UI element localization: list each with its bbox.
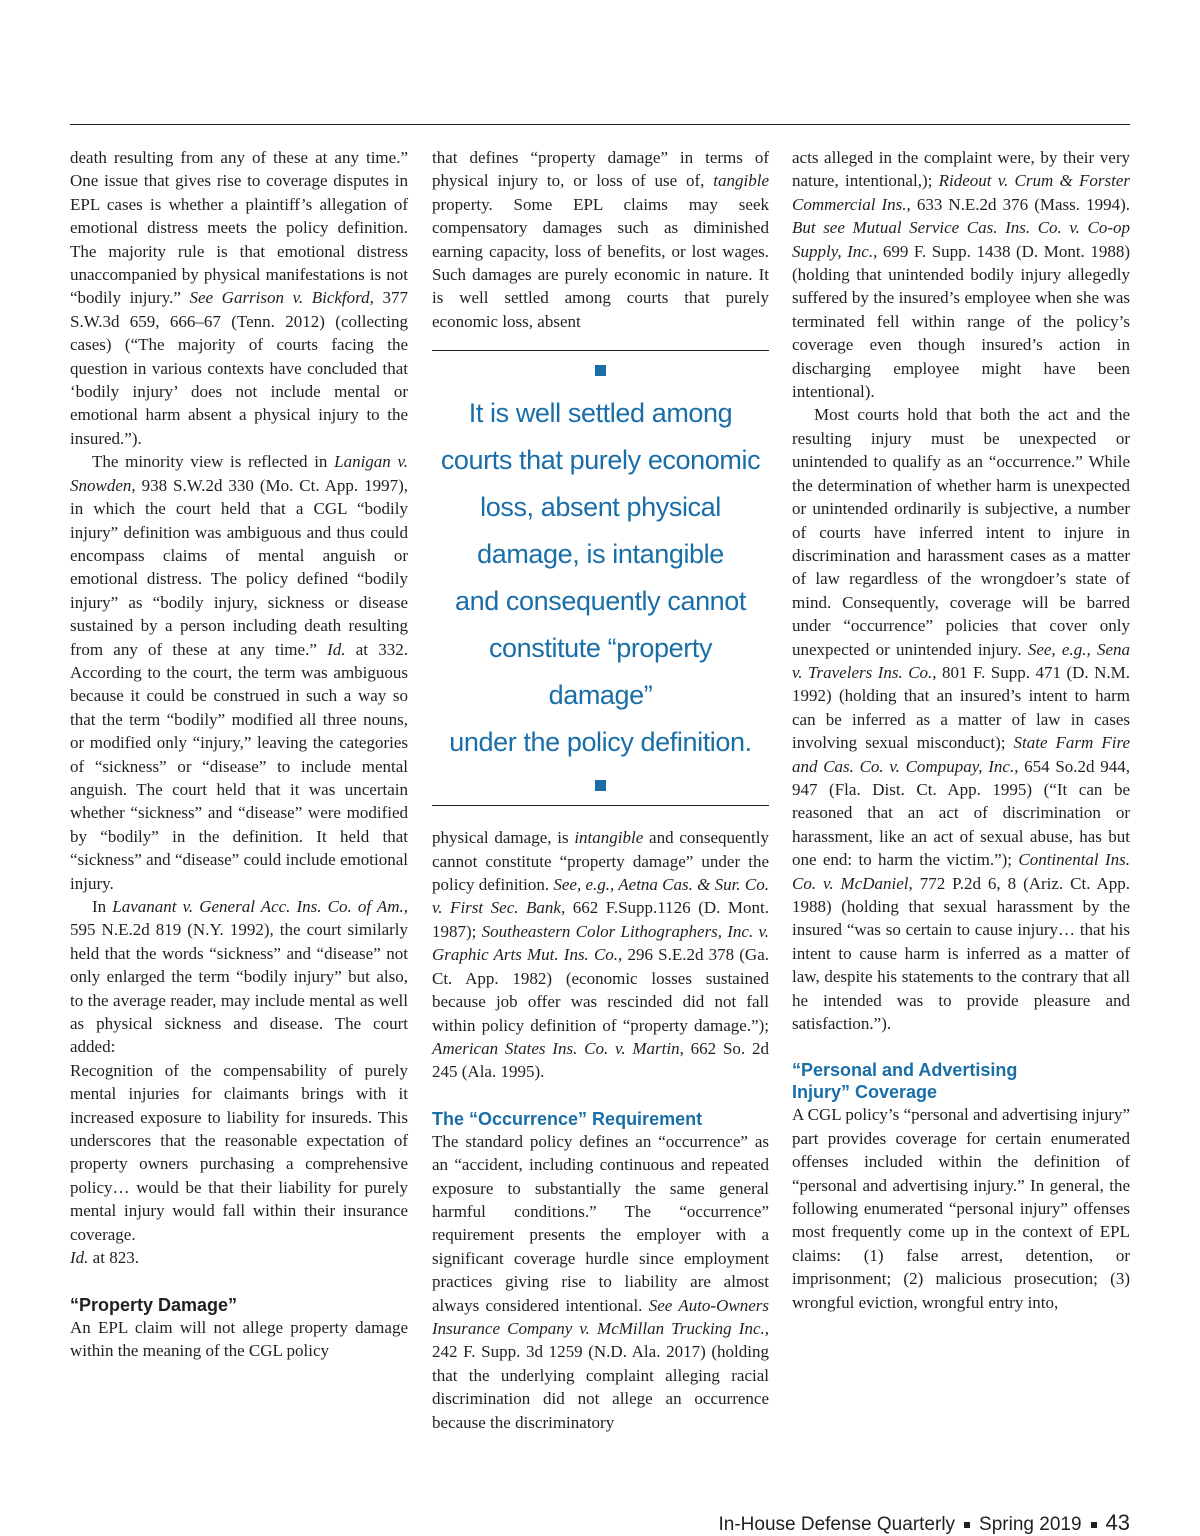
citation: Id. at 823.: [70, 1248, 139, 1268]
block-quote: Recognition of the compensability of purely mental injuries for claimants brings with it increased exposure to liability for insureds. This underscores that the reasonable expectation of property owners purchasing a comprehensive policy… would be that their liability for purely mental injury would fall within their insurance coverage.: [70, 1060, 408, 1244]
paragraph: death resulting from any of these at any time.” One issue that gives rise to coverage disputes in EPL cases is whether a plaintiff’s allegation of emotional distress meets the policy definition. The majority rule is that emotional distress unaccompanied by physical manifestations is not “bodily injury.” See Garrison v. Bickford, 377 S.W.3d 659, 666–67 (Tenn. 2012) (collecting cases) (“The majority of courts facing the question in various contexts have concluded that ‘bodily injury’ does not include mental or emotional harm absent a physical injury to the insured.”).: [70, 148, 408, 448]
square-bullet-icon: [595, 780, 606, 791]
paragraph: An EPL claim will not allege property damage within the meaning of the CGL policy: [70, 1317, 408, 1360]
issue-date: Spring 2019: [979, 1514, 1082, 1535]
section-heading: “Personal and Advertising Injury” Coverage: [792, 1060, 1018, 1103]
page-footer: [718, 1510, 1130, 1536]
paragraph: that defines “property damage” in terms of physical injury to, or loss of use of, tangible property. Some EPL claims may seek compensatory damages such as diminished earning capacity, loss of benefits, or lost wages. Such damages are purely economic in nature. It is well settled among courts that purely economic loss, absent: [432, 148, 769, 331]
square-separator-icon: [1091, 1522, 1097, 1528]
square-separator-icon: [964, 1522, 970, 1528]
pull-quote-rule: [432, 805, 769, 806]
pull-quote-text: It is well settled among courts that purely economic loss, absent physical damage, is intangible and consequently cannot constitute “property damage” under the policy definition.: [440, 398, 761, 758]
paragraph: A CGL policy’s “personal and advertising injury” part provides coverage for certain enumerated offenses included within the definition of “personal and advertising injury.” In general, the following enumerated “personal injury” offenses most frequently come up in the context of EPL claims: (1) false arrest, detention, or imprisonment; (2) malicious prosecution; (3) wrongful eviction, wrongful entry into,: [792, 1105, 1130, 1312]
column-2: [432, 146, 769, 1434]
paragraph: physical damage, is intangible and consequently cannot constitute “property damage” under the policy definition. See, e.g., Aetna Cas. & Sur. Co. v. First Sec. Bank, 662 F.Supp.1126 (D. Mont. 1987); Southeastern Color Lithographers, Inc. v. Graphic Arts Mut. Ins. Co., 296 S.E.2d 378 (Ga. Ct. App. 1982) (economic losses sustained because job offer was rescinded did not fall within policy definition of “property damage.”); American States Ins. Co. v. Martin, 662 So. 2d 245 (Ala. 1995).: [432, 828, 769, 1082]
paragraph: acts alleged in the complaint were, by their very nature, intentional,); Rideout v. Crum & Forster Commercial Ins., 633 N.E.2d 376 (Mass. 1994). But see Mutual Service Cas. Ins. Co. v. Co-op Supply, Inc., 699 F. Supp. 1438 (D. Mont. 1988) (holding that unintended bodily injury allegedly suffered by the insured’s employee when she was terminated fell within range of the policy’s coverage even though insured’s action in discharging employee might have been intentional).: [792, 148, 1130, 402]
top-rule: [70, 124, 1130, 125]
pull-quote-rule: [432, 350, 769, 351]
square-bullet-icon: [595, 365, 606, 376]
column-3: [792, 146, 1130, 1314]
paragraph: The minority view is reflected in Lanigan v. Snowden, 938 S.W.2d 330 (Mo. Ct. App. 1997), in which the court held that a CGL “bodily injury” definition was ambiguous and thus could encompass claims of mental anguish or emotional distress. The policy defined “bodily injury” as “bodily injury, sickness or disease sustained by a person including death resulting from any of these at any time.” Id. at 332. According to the court, the term was ambiguous because it could be construed in such a way so that the term “bodily” modified all three nouns, or modified only “injury,” leaving the categories of “sickness” or “disease” to include mental anguish. The court held that it was uncertain whether “sickness” and “disease” were modified by “bodily” in the definition. It held that “sickness” and “disease” could include emotional injury.: [70, 452, 408, 893]
section-heading: “Property Damage”: [70, 1294, 238, 1315]
paragraph: The standard policy defines an “occurrence” as an “accident, including continuous and repeated exposure to substantially the same general harmful conditions.” The “occurrence” requirement presents the employer with a significant coverage hurdle since employment practices giving rise to liability are almost always considered intentional. See Auto-Owners Insurance Company v. McMillan Trucking Inc., 242 F. Supp. 3d 1259 (N.D. Ala. 2017) (holding that the underlying complaint alleging racial discrimination did not allege an occurrence because the discriminatory: [432, 1131, 769, 1432]
column-1: [70, 146, 408, 1362]
publication-name: In-House Defense Quarterly: [718, 1514, 956, 1535]
pull-quote: [432, 350, 769, 806]
paragraph: Most courts hold that both the act and the resulting injury must be unexpected or unintended to qualify as an “occurrence.” While the determination of whether harm is unexpected or unintended ordinarily is subjective, a number of courts have inferred intent to injure in discrimination and harassment cases as a matter of law regardless of the wrongdoer’s state of mind. Consequently, coverage will be barred under “occurrence” policies that cover only unexpected or unintended injury. See, e.g., Sena v. Travelers Ins. Co., 801 F. Supp. 471 (D. N.M. 1992) (holding that an insured’s intent to harm can be inferred as a matter of law in cases involving sexual misconduct); State Farm Fire and Cas. Co. v. Compupay, Inc., 654 So.2d 944, 947 (Fla. Dist. Ct. App. 1995) (“It can be reasoned that an act of discrimination or harassment, like an act of sexual abuse, has but one end: to harm the victim.”); Continental Ins. Co. v. McDaniel, 772 P.2d 6, 8 (Ariz. Ct. App. 1988) (holding that sexual harassment by the insured “was so certain to cause injury… that his intent to cause harm is inferred as a matter of law, despite his statements to the contrary that all he intended was to provide pleasure and satisfaction.”).: [792, 405, 1130, 1034]
paragraph: In Lavanant v. General Acc. Ins. Co. of Am., 595 N.E.2d 819 (N.Y. 1992), the court similarly held that the words “sickness” and “disease” not only enlarged the term “bodily injury” but also, to the average reader, may include mental as well as physical sickness and disease. The court added:: [70, 897, 408, 1057]
page-number: 43: [1105, 1510, 1130, 1535]
section-heading: The “Occurrence” Requirement: [432, 1108, 703, 1129]
